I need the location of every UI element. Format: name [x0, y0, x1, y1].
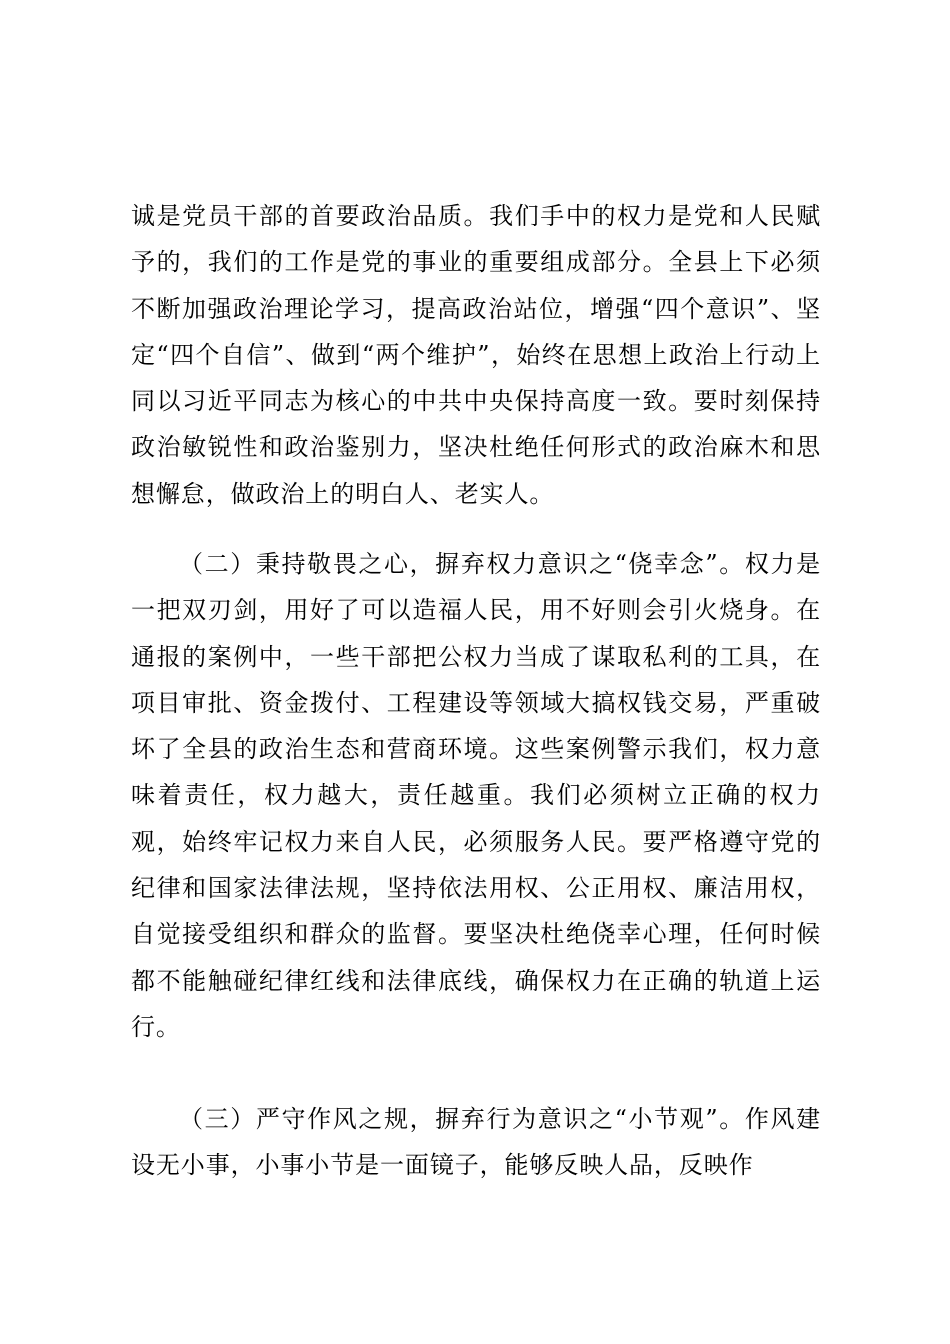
paragraph-section-2: （二）秉持敬畏之心，摒弃权力意识之“侥幸念”。权力是一把双刃剑，用好了可以造福人民，用不好则会引火烧身。在通报的案例中，一些干部把公权力当成了谋取私利的工具，在项目审批、资金拨付、工程建设等领域大搞权钱交易，严重破坏了全县的政治生态和营商环境。这些案例警示我们，权力意味着责任，权力越大，责任越重。我们必须树立正确的权力观，始终牢记权力来自人民，必须服务人民。要严格遵守党的纪律和国家法律法规，坚持依法用权、公正用权、廉洁用权，自觉接受组织和群众的监督。要坚决杜绝侥幸心理，任何时候都不能触碰纪律红线和法律底线，确保权力在正确的轨道上运行。 — [131, 550, 821, 1041]
paragraph-continuation: 诚是党员干部的首要政治品质。我们手中的权力是党和人民赋予的，我们的工作是党的事业的重要组成部分。全县上下必须不断加强政治理论学习，提高政治站位，增强“四个意识”、坚定“四个自信”、做到“两个维护”，始终在思想上政治上行动上同以习近平同志为核心的中共中央保持高度一致。要时刻保持政治敏锐性和政治鉴别力，坚决杜绝任何形式的政治麻木和思想懈怠，做政治上的明白人、老实人。 — [131, 202, 821, 508]
paragraph-section-3: （三）严守作风之规，摒弃行为意识之“小节观”。作风建设无小事，小事小节是一面镜子，能够反映人品，反映作 — [131, 1105, 821, 1180]
